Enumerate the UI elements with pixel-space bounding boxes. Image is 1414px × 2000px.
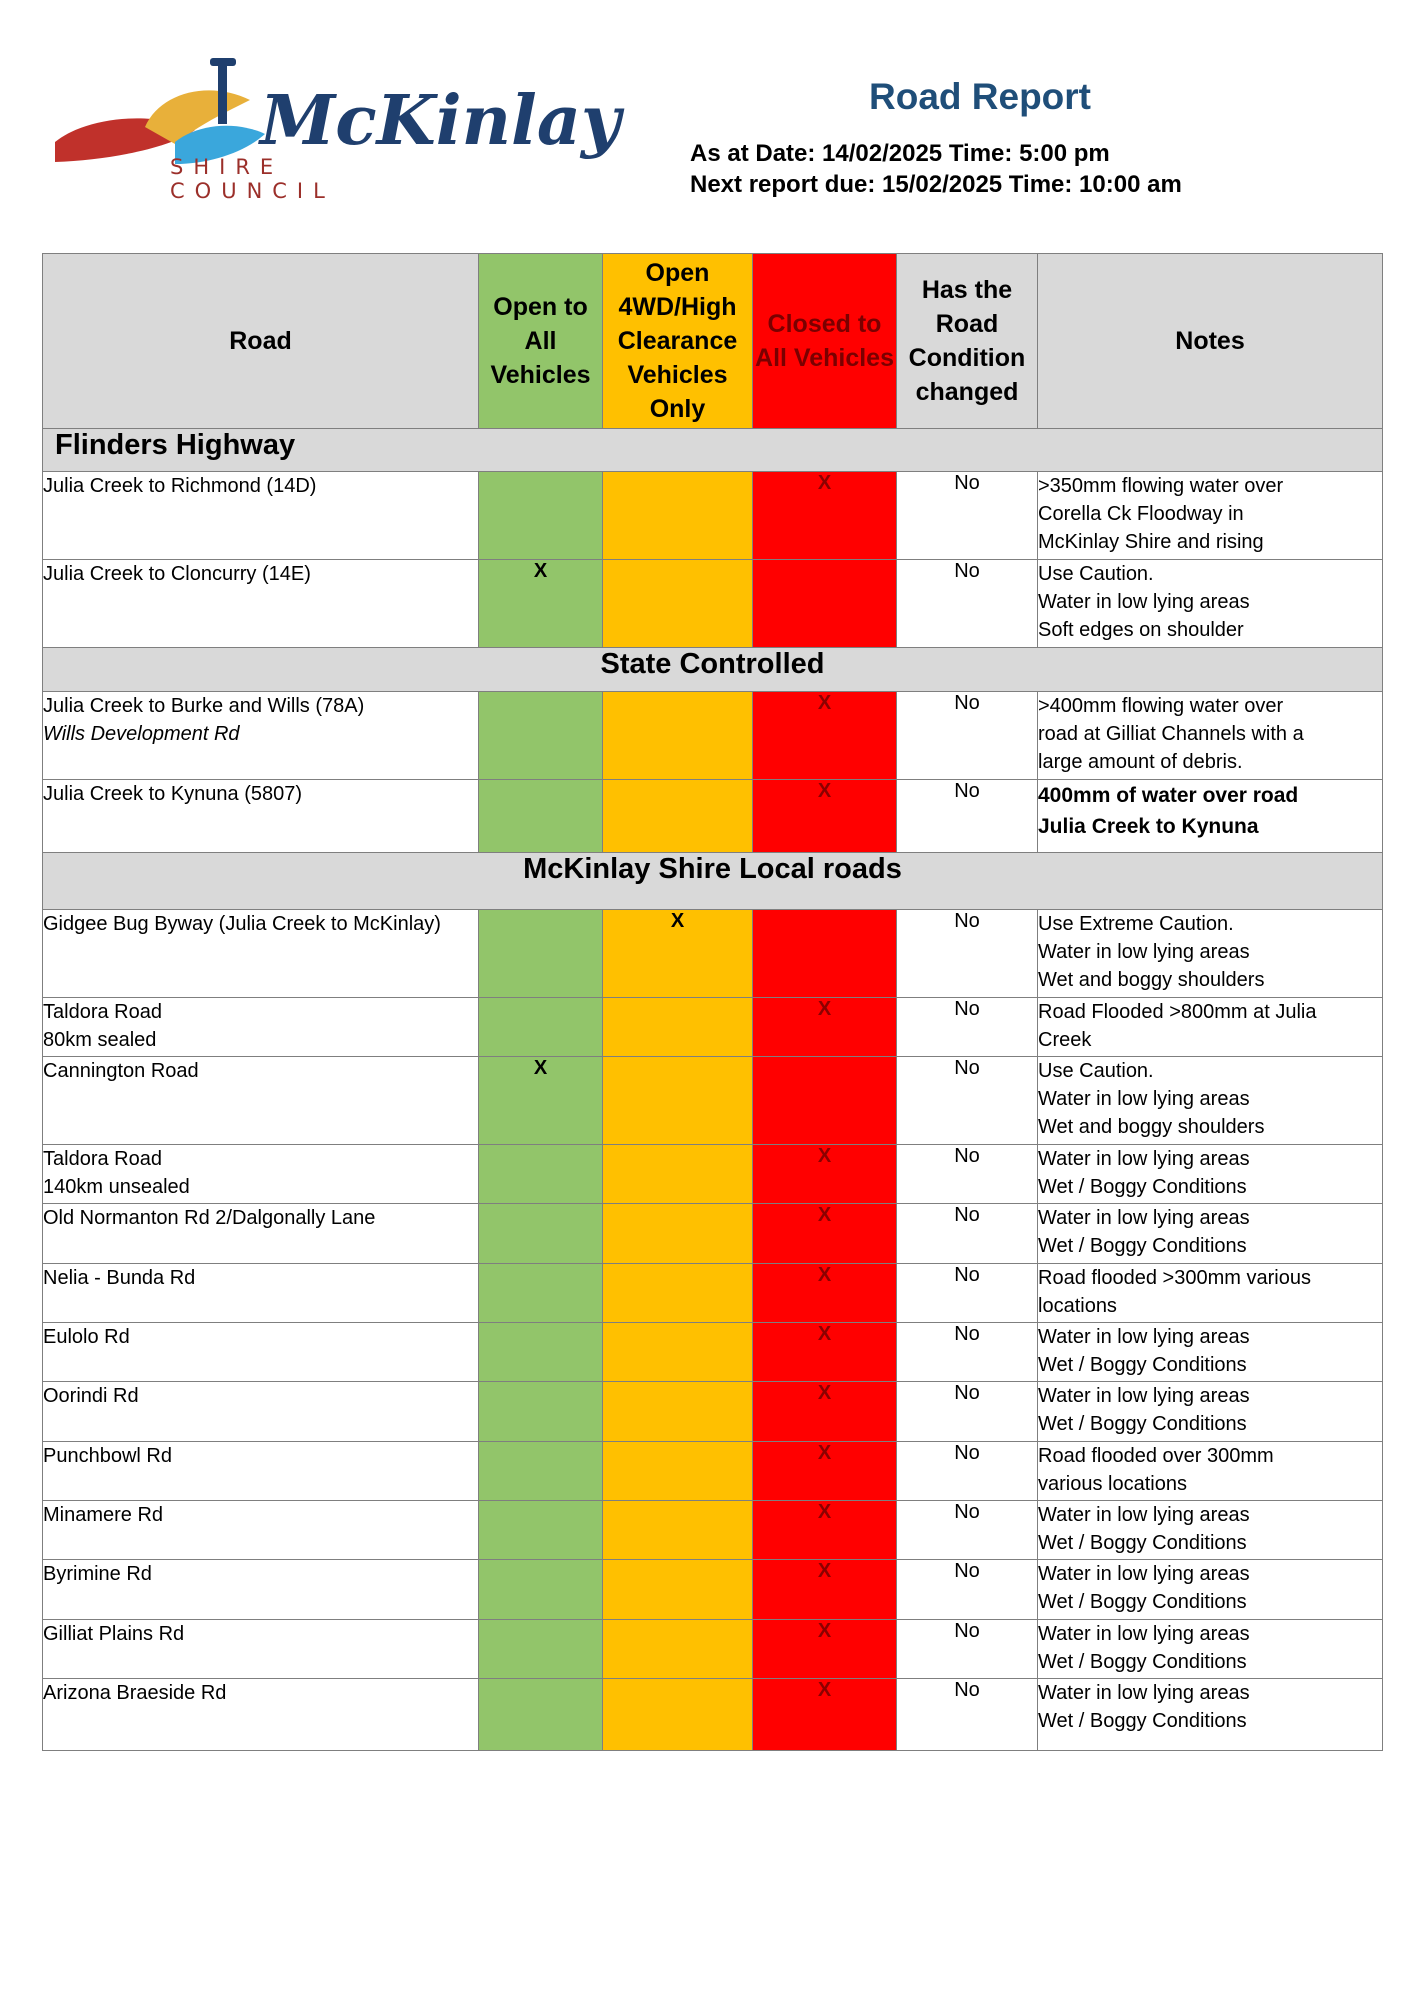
condition-changed-cell: No (897, 1323, 1038, 1382)
report-meta (690, 138, 1182, 200)
section-title: State Controlled (43, 648, 1383, 692)
condition-changed-cell: No (897, 1442, 1038, 1501)
note-line: Use Caution. (1038, 1060, 1154, 1082)
notes-cell (1038, 1679, 1383, 1751)
condition-changed-cell: No (897, 1204, 1038, 1264)
condition-changed-cell: No (897, 780, 1038, 853)
section-header-row (43, 429, 1383, 472)
status-open-cell (479, 1442, 603, 1501)
note-line: Wet / Boggy Conditions (1038, 1532, 1247, 1554)
condition-changed-cell: No (897, 1679, 1038, 1751)
status-open-cell (479, 1679, 603, 1751)
section-title: McKinlay Shire Local roads (43, 853, 1383, 910)
note-line: Road flooded over 300mm (1038, 1445, 1274, 1467)
status-open-cell (479, 1560, 603, 1620)
road-name: Julia Creek to Richmond (14D) (43, 475, 317, 497)
note-line: various locations (1038, 1473, 1187, 1495)
road-name-cell (43, 1145, 479, 1204)
table-row (43, 560, 1383, 648)
status-open-cell (479, 692, 603, 780)
section-header-row (43, 853, 1383, 910)
table-row (43, 1679, 1383, 1751)
status-open-4wd-cell (603, 692, 753, 780)
road-name-cell (43, 1204, 479, 1264)
logo-council-text: COUNCIL (170, 179, 335, 203)
road-subtitle: 80km sealed (43, 1029, 157, 1051)
road-name-cell (43, 472, 479, 560)
notes-cell (1038, 692, 1383, 780)
condition-changed-cell: No (897, 560, 1038, 648)
note-line: Water in low lying areas (1038, 1623, 1250, 1645)
note-line: Wet / Boggy Conditions (1038, 1235, 1247, 1257)
note-line: >350mm flowing water over (1038, 475, 1284, 497)
notes-cell (1038, 998, 1383, 1057)
note-line: Water in low lying areas (1038, 941, 1250, 963)
col-header-road: Road (43, 254, 479, 429)
status-open-cell (479, 1323, 603, 1382)
condition-changed-cell: No (897, 1620, 1038, 1679)
status-open-cell (479, 910, 603, 998)
notes-cell (1038, 1501, 1383, 1560)
note-line: Wet / Boggy Conditions (1038, 1651, 1247, 1673)
road-name-cell (43, 910, 479, 998)
road-name: Oorindi Rd (43, 1385, 139, 1407)
note-line: Water in low lying areas (1038, 1326, 1250, 1348)
table-row (43, 1204, 1383, 1264)
next-report-due: Next report due: 15/02/2025 Time: 10:00 am (690, 171, 1182, 198)
status-open-cell (479, 1382, 603, 1442)
note-line: Water in low lying areas (1038, 1088, 1250, 1110)
condition-changed-cell: No (897, 1057, 1038, 1145)
table-row (43, 1620, 1383, 1679)
note-line: Wet and boggy shoulders (1038, 969, 1265, 991)
status-open-4wd-cell (603, 1145, 753, 1204)
notes-cell (1038, 1442, 1383, 1501)
logo-wordmark: McKinlay (260, 81, 621, 161)
notes-cell (1038, 1145, 1383, 1204)
note-line: McKinlay Shire and rising (1038, 531, 1264, 553)
note-line: Creek (1038, 1029, 1092, 1051)
table-row (43, 1057, 1383, 1145)
notes-cell (1038, 1620, 1383, 1679)
table-row (43, 1501, 1383, 1560)
logo-shire-text: SHIRE (170, 155, 284, 179)
status-open-cell (479, 1204, 603, 1264)
road-name-cell (43, 1620, 479, 1679)
notes-cell (1038, 1057, 1383, 1145)
road-subtitle: 140km unsealed (43, 1176, 190, 1198)
notes-cell (1038, 1382, 1383, 1442)
note-line: Road flooded >300mm various (1038, 1267, 1311, 1289)
road-name-cell (43, 1501, 479, 1560)
road-name: Gilliat Plains Rd (43, 1623, 185, 1645)
table-row (43, 780, 1383, 853)
status-closed-cell (753, 1057, 897, 1145)
note-line: >400mm flowing water over (1038, 695, 1284, 717)
condition-changed-cell: No (897, 472, 1038, 560)
status-open-cell (479, 998, 603, 1057)
status-closed-cell: X (753, 1679, 897, 1751)
road-name: Punchbowl Rd (43, 1445, 172, 1467)
condition-changed-cell: No (897, 1501, 1038, 1560)
condition-changed-cell: No (897, 1382, 1038, 1442)
note-line: Use Caution. (1038, 563, 1154, 585)
status-open-4wd-cell (603, 560, 753, 648)
status-open-cell (479, 472, 603, 560)
road-name: Gidgee Bug Byway (Julia Creek to McKinlay) (43, 913, 441, 935)
table-row (43, 910, 1383, 998)
status-closed-cell: X (753, 780, 897, 853)
note-line: Julia Creek to Kynuna (1038, 815, 1259, 838)
status-open-cell (479, 1145, 603, 1204)
status-open-4wd-cell (603, 1560, 753, 1620)
note-line: Wet and boggy shoulders (1038, 1116, 1265, 1138)
road-name: Nelia - Bunda Rd (43, 1267, 196, 1289)
status-open-4wd-cell: X (603, 910, 753, 998)
status-open-4wd-cell (603, 1620, 753, 1679)
notes-cell (1038, 472, 1383, 560)
status-open-cell (479, 1501, 603, 1560)
status-closed-cell: X (753, 1560, 897, 1620)
status-closed-cell: X (753, 998, 897, 1057)
status-closed-cell: X (753, 1204, 897, 1264)
table-row (43, 692, 1383, 780)
status-closed-cell: X (753, 692, 897, 780)
road-name-cell (43, 1323, 479, 1382)
road-name-cell (43, 1442, 479, 1501)
condition-changed-cell: No (897, 998, 1038, 1057)
road-name: Minamere Rd (43, 1504, 164, 1526)
note-line: Corella Ck Floodway in (1038, 503, 1244, 525)
col-header-open: Open to All Vehicles (479, 254, 603, 429)
status-open-4wd-cell (603, 1264, 753, 1323)
status-open-cell (479, 1620, 603, 1679)
status-open-4wd-cell (603, 780, 753, 853)
condition-changed-cell: No (897, 1145, 1038, 1204)
note-line: Water in low lying areas (1038, 1563, 1250, 1585)
note-line: Use Extreme Caution. (1038, 913, 1234, 935)
road-name-cell (43, 1057, 479, 1145)
status-open-4wd-cell (603, 472, 753, 560)
road-name: Byrimine Rd (43, 1563, 152, 1585)
road-name: Cannington Road (43, 1060, 199, 1082)
road-name-cell (43, 998, 479, 1057)
section-header-row (43, 648, 1383, 692)
note-line: Water in low lying areas (1038, 1504, 1250, 1526)
note-line: Wet / Boggy Conditions (1038, 1591, 1247, 1613)
note-line: Road Flooded >800mm at Julia (1038, 1001, 1317, 1023)
table-row (43, 1323, 1383, 1382)
road-name: Taldora Road (43, 1148, 162, 1170)
status-open-4wd-cell (603, 1382, 753, 1442)
road-name: Julia Creek to Kynuna (5807) (43, 783, 303, 805)
road-name: Taldora Road (43, 1001, 162, 1023)
road-name-cell (43, 692, 479, 780)
note-line: road at Gilliat Channels with a (1038, 723, 1304, 745)
road-name-cell (43, 1679, 479, 1751)
road-name: Julia Creek to Cloncurry (14E) (43, 563, 311, 585)
status-open-4wd-cell (603, 1204, 753, 1264)
note-line: Soft edges on shoulder (1038, 619, 1244, 641)
note-line: Water in low lying areas (1038, 1385, 1250, 1407)
status-closed-cell: X (753, 1323, 897, 1382)
notes-cell (1038, 1323, 1383, 1382)
note-line: Water in low lying areas (1038, 1148, 1250, 1170)
road-name-cell (43, 1382, 479, 1442)
status-closed-cell: X (753, 1442, 897, 1501)
road-report-table (42, 253, 1383, 1751)
col-header-notes: Notes (1038, 254, 1383, 429)
status-closed-cell: X (753, 1501, 897, 1560)
notes-cell (1038, 1264, 1383, 1323)
road-name-cell (43, 1560, 479, 1620)
note-line: Wet / Boggy Conditions (1038, 1354, 1247, 1376)
note-line: Wet / Boggy Conditions (1038, 1710, 1247, 1732)
status-open-4wd-cell (603, 1442, 753, 1501)
road-name: Julia Creek to Burke and Wills (78A) (43, 695, 365, 717)
status-open-4wd-cell (603, 1501, 753, 1560)
road-name-cell (43, 780, 479, 853)
note-line: Wet / Boggy Conditions (1038, 1176, 1247, 1198)
mckinlay-shire-council-logo (50, 52, 621, 203)
section-title: Flinders Highway (43, 429, 1383, 472)
road-name: Eulolo Rd (43, 1326, 130, 1348)
condition-changed-cell: No (897, 1560, 1038, 1620)
notes-cell (1038, 1560, 1383, 1620)
page-title: Road Report (869, 76, 1091, 117)
table-row (43, 1560, 1383, 1620)
status-closed-cell: X (753, 1620, 897, 1679)
notes-cell (1038, 1204, 1383, 1264)
condition-changed-cell: No (897, 910, 1038, 998)
notes-cell (1038, 560, 1383, 648)
status-closed-cell: X (753, 1264, 897, 1323)
status-open-4wd-cell (603, 998, 753, 1057)
status-open-cell (479, 1264, 603, 1323)
table-row (43, 998, 1383, 1057)
status-closed-cell (753, 560, 897, 648)
note-line: Water in low lying areas (1038, 591, 1250, 613)
note-line: locations (1038, 1295, 1117, 1317)
note-line: large amount of debris. (1038, 751, 1243, 773)
status-open-cell (479, 780, 603, 853)
status-open-cell: X (479, 1057, 603, 1145)
road-name: Old Normanton Rd 2/Dalgonally Lane (43, 1207, 376, 1229)
status-closed-cell (753, 910, 897, 998)
condition-changed-cell: No (897, 1264, 1038, 1323)
road-name-cell (43, 560, 479, 648)
status-open-4wd-cell (603, 1057, 753, 1145)
table-row (43, 1145, 1383, 1204)
col-header-open-4wd: Open 4WD/High Clearance Vehicles Only (603, 254, 753, 429)
note-line: Water in low lying areas (1038, 1682, 1250, 1704)
table-row (43, 1264, 1383, 1323)
status-closed-cell: X (753, 1382, 897, 1442)
status-closed-cell: X (753, 1145, 897, 1204)
table-row (43, 1442, 1383, 1501)
table-row (43, 1382, 1383, 1442)
notes-cell (1038, 910, 1383, 998)
condition-changed-cell: No (897, 692, 1038, 780)
as-at-date: As at Date: 14/02/2025 Time: 5:00 pm (690, 140, 1110, 167)
col-header-closed: Closed to All Vehicles (753, 254, 897, 429)
road-subtitle: Wills Development Rd (43, 723, 240, 745)
table-row (43, 472, 1383, 560)
table-header-row (43, 254, 1383, 429)
status-open-4wd-cell (603, 1323, 753, 1382)
status-closed-cell: X (753, 472, 897, 560)
road-name-cell (43, 1264, 479, 1323)
note-line: Wet / Boggy Conditions (1038, 1413, 1247, 1435)
note-line: Water in low lying areas (1038, 1207, 1250, 1229)
status-open-cell: X (479, 560, 603, 648)
col-header-changed: Has the Road Condition changed (897, 254, 1038, 429)
note-line: 400mm of water over road (1038, 784, 1299, 807)
status-open-4wd-cell (603, 1679, 753, 1751)
road-name: Arizona Braeside Rd (43, 1682, 227, 1704)
notes-cell (1038, 780, 1383, 853)
